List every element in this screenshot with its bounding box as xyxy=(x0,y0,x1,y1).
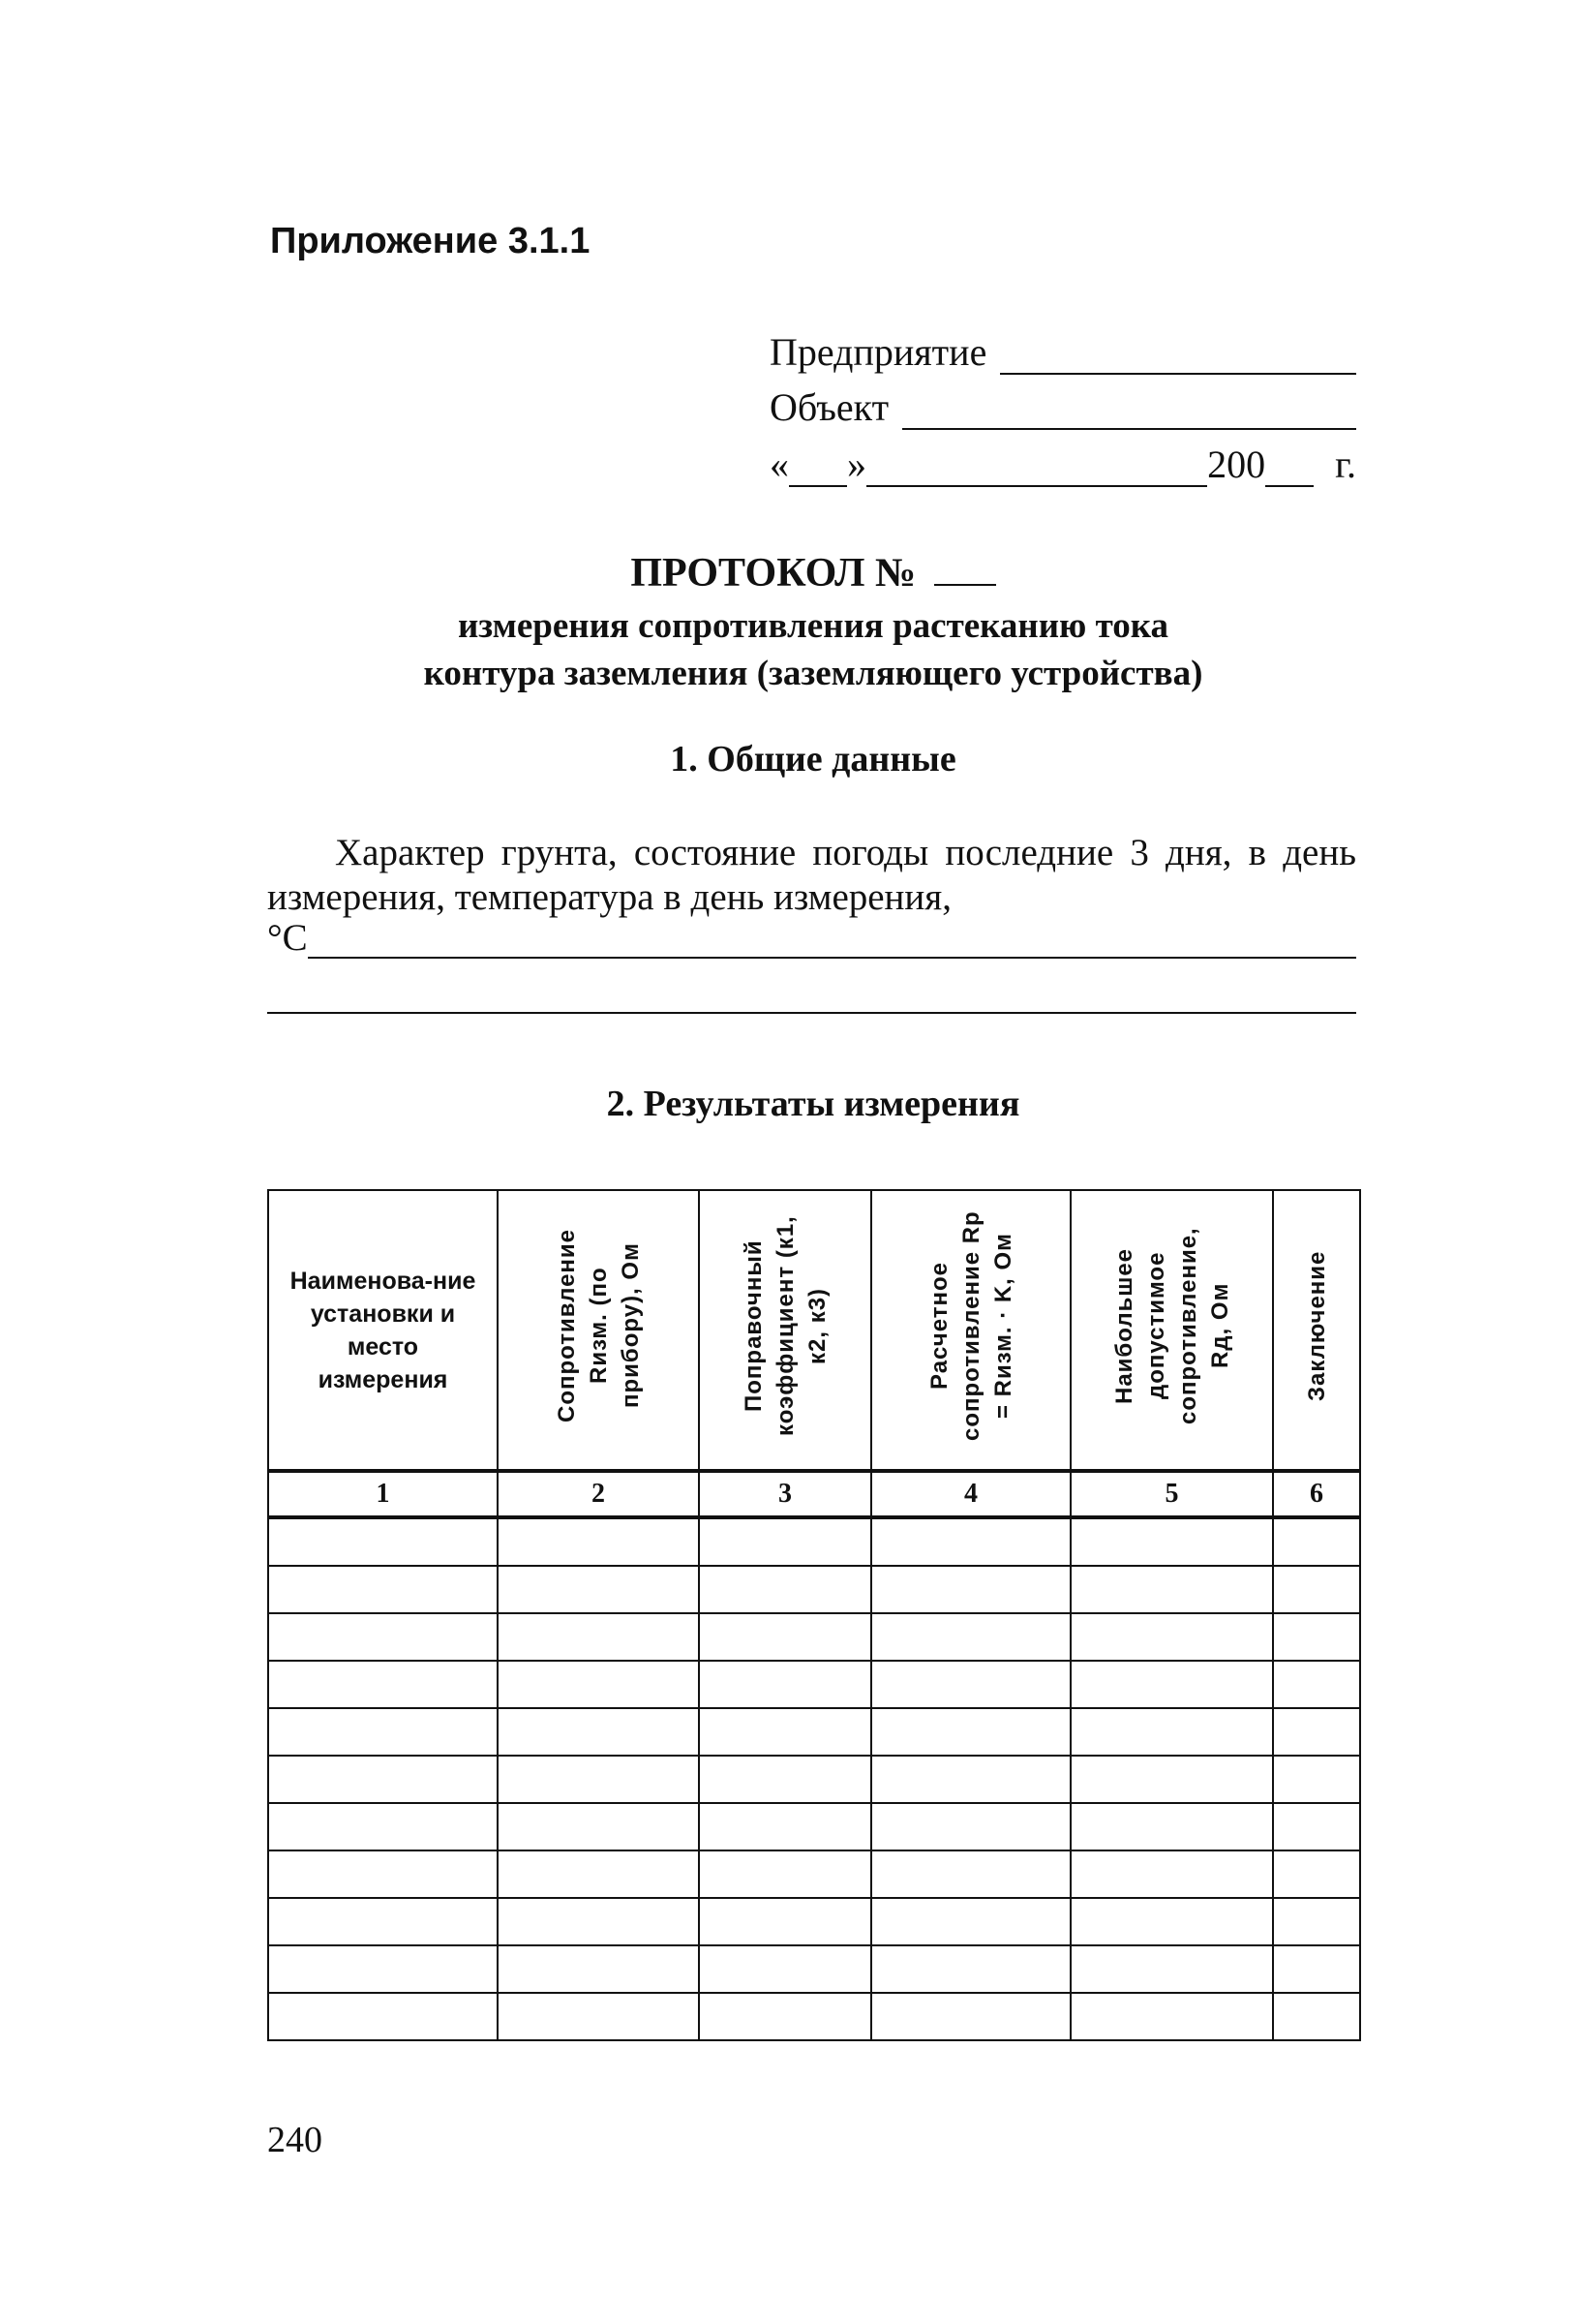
table-cell[interactable] xyxy=(871,1661,1071,1708)
column-header xyxy=(871,1190,1071,1471)
table-body xyxy=(268,1517,1360,2040)
conditions-blank-2[interactable] xyxy=(267,1012,1356,1014)
column-header-label: Поправочный коэффициент (к1, к2, к3) xyxy=(740,1215,831,1436)
enterprise-field xyxy=(770,329,1356,375)
table-cell[interactable] xyxy=(268,1613,498,1661)
table-cell[interactable] xyxy=(699,1566,871,1613)
column-number: 6 xyxy=(1273,1471,1360,1517)
year-blank[interactable] xyxy=(1265,454,1314,487)
table-cell[interactable] xyxy=(699,1661,871,1708)
table-cell[interactable] xyxy=(498,1708,699,1756)
table-cell[interactable] xyxy=(871,1708,1071,1756)
table-cell[interactable] xyxy=(498,1566,699,1613)
table-cell[interactable] xyxy=(1273,1566,1360,1613)
column-number: 4 xyxy=(871,1471,1071,1517)
table-cell[interactable] xyxy=(1071,1898,1273,1945)
year-prefix: 200 xyxy=(1207,443,1266,486)
column-number: 3 xyxy=(699,1471,871,1517)
table-cell[interactable] xyxy=(871,1613,1071,1661)
table-cell[interactable] xyxy=(699,1803,871,1850)
date-quote-close: » xyxy=(847,443,866,486)
table-row xyxy=(268,1517,1360,1566)
table-row xyxy=(268,1708,1360,1756)
column-header xyxy=(699,1190,871,1471)
table-cell[interactable] xyxy=(699,1945,871,1993)
table-cell[interactable] xyxy=(871,1803,1071,1850)
table-cell[interactable] xyxy=(871,1517,1071,1566)
table-cell[interactable] xyxy=(1273,1993,1360,2040)
column-header xyxy=(268,1190,498,1471)
table-cell[interactable] xyxy=(1071,1993,1273,2040)
table-cell[interactable] xyxy=(1273,1850,1360,1898)
object-field xyxy=(770,384,1356,430)
table-cell[interactable] xyxy=(268,1708,498,1756)
column-number-row xyxy=(268,1471,1360,1517)
table-cell[interactable] xyxy=(268,1993,498,2040)
appendix-label: Приложение 3.1.1 xyxy=(270,221,591,261)
table-row xyxy=(268,1661,1360,1708)
column-header-label: Сопротивление Rизм. (по прибору), Ом xyxy=(553,1228,644,1423)
table-cell[interactable] xyxy=(498,1661,699,1708)
table-cell[interactable] xyxy=(498,1517,699,1566)
year-suffix: г. xyxy=(1335,443,1356,486)
column-number: 5 xyxy=(1071,1471,1273,1517)
table-cell[interactable] xyxy=(699,1517,871,1566)
table-cell[interactable] xyxy=(1273,1756,1360,1803)
date-field xyxy=(770,442,1356,487)
table-row xyxy=(268,1993,1360,2040)
protocol-subtitle-1: измерения сопротивления растеканию тока xyxy=(457,606,1169,646)
column-header xyxy=(498,1190,699,1471)
table-cell[interactable] xyxy=(871,1945,1071,1993)
column-header-label: Наибольшее допустимое сопротивление, Rд, Ом xyxy=(1110,1227,1233,1424)
table-cell[interactable] xyxy=(268,1850,498,1898)
table-cell[interactable] xyxy=(268,1898,498,1945)
table-cell[interactable] xyxy=(1071,1566,1273,1613)
table-cell[interactable] xyxy=(1273,1517,1360,1566)
table-cell[interactable] xyxy=(498,1850,699,1898)
column-number: 2 xyxy=(498,1471,699,1517)
table-cell[interactable] xyxy=(1071,1850,1273,1898)
protocol-subtitle-2: контура заземления (заземляющего устройства) xyxy=(423,654,1203,693)
table-cell[interactable] xyxy=(1071,1661,1273,1708)
table-cell[interactable] xyxy=(1071,1756,1273,1803)
table-cell[interactable] xyxy=(699,1993,871,2040)
table-cell[interactable] xyxy=(699,1756,871,1803)
page-number: 240 xyxy=(267,2120,322,2160)
table-cell[interactable] xyxy=(498,1945,699,1993)
protocol-title-text: ПРОТОКОЛ № xyxy=(630,551,917,596)
table-header-row xyxy=(268,1190,1360,1471)
object-blank[interactable] xyxy=(902,397,1356,430)
enterprise-label: Предприятие xyxy=(770,330,987,374)
section-1-text: Характер грунта, состояние погоды последние 3 дня, в день измерения, температура в день измерения, xyxy=(267,832,1356,918)
table-cell[interactable] xyxy=(871,1993,1071,2040)
table-cell[interactable] xyxy=(498,1756,699,1803)
table-cell[interactable] xyxy=(268,1756,498,1803)
table-cell[interactable] xyxy=(1071,1708,1273,1756)
table-cell[interactable] xyxy=(268,1661,498,1708)
table-cell[interactable] xyxy=(268,1566,498,1613)
day-blank[interactable] xyxy=(789,454,847,487)
results-table xyxy=(267,1189,1361,2041)
month-blank[interactable] xyxy=(866,454,1207,487)
table-cell[interactable] xyxy=(1273,1613,1360,1661)
table-row xyxy=(268,1850,1360,1898)
temperature-unit: °С xyxy=(267,917,308,959)
table-cell[interactable] xyxy=(699,1613,871,1661)
column-number: 1 xyxy=(268,1471,498,1517)
object-label: Объект xyxy=(770,385,890,429)
table-row xyxy=(268,1613,1360,1661)
table-cell[interactable] xyxy=(871,1566,1071,1613)
enterprise-blank[interactable] xyxy=(1000,342,1356,375)
table-row xyxy=(268,1803,1360,1850)
table-cell[interactable] xyxy=(871,1898,1071,1945)
table-row xyxy=(268,1566,1360,1613)
table-cell[interactable] xyxy=(699,1708,871,1756)
table-cell[interactable] xyxy=(1273,1803,1360,1850)
table-cell[interactable] xyxy=(1273,1708,1360,1756)
table-cell[interactable] xyxy=(268,1517,498,1566)
column-header xyxy=(1071,1190,1273,1471)
table-row xyxy=(268,1945,1360,1993)
table-row xyxy=(268,1898,1360,1945)
table-cell[interactable] xyxy=(1273,1898,1360,1945)
column-header-label: Наименова-ние установки и место измерения xyxy=(289,1267,476,1393)
table-cell[interactable] xyxy=(498,1898,699,1945)
column-header xyxy=(1273,1190,1360,1471)
table-cell[interactable] xyxy=(699,1898,871,1945)
protocol-title xyxy=(267,550,1359,596)
table-cell[interactable] xyxy=(1273,1661,1360,1708)
conditions-blank-1[interactable] xyxy=(308,957,1356,959)
section-2-heading: 2. Результаты измерения xyxy=(606,1084,1020,1124)
table-cell[interactable] xyxy=(498,1803,699,1850)
column-header-label: Заключение xyxy=(1303,1250,1330,1401)
date-quote-open: « xyxy=(770,443,789,486)
table-cell[interactable] xyxy=(1071,1613,1273,1661)
table-row xyxy=(268,1756,1360,1803)
table-cell[interactable] xyxy=(498,1993,699,2040)
table-cell[interactable] xyxy=(871,1756,1071,1803)
table-cell[interactable] xyxy=(871,1850,1071,1898)
table-cell[interactable] xyxy=(268,1945,498,1993)
table-cell[interactable] xyxy=(1071,1945,1273,1993)
table-cell[interactable] xyxy=(1071,1517,1273,1566)
section-1-heading: 1. Общие данные xyxy=(670,739,956,780)
table-cell[interactable] xyxy=(1071,1803,1273,1850)
column-header-label: Расчетное сопротивление Rр = Rизм. · K, Ом xyxy=(925,1210,1016,1441)
table-cell[interactable] xyxy=(268,1803,498,1850)
table-cell[interactable] xyxy=(1273,1945,1360,1993)
table-cell[interactable] xyxy=(498,1613,699,1661)
protocol-number-blank[interactable] xyxy=(934,555,996,586)
table-cell[interactable] xyxy=(699,1850,871,1898)
